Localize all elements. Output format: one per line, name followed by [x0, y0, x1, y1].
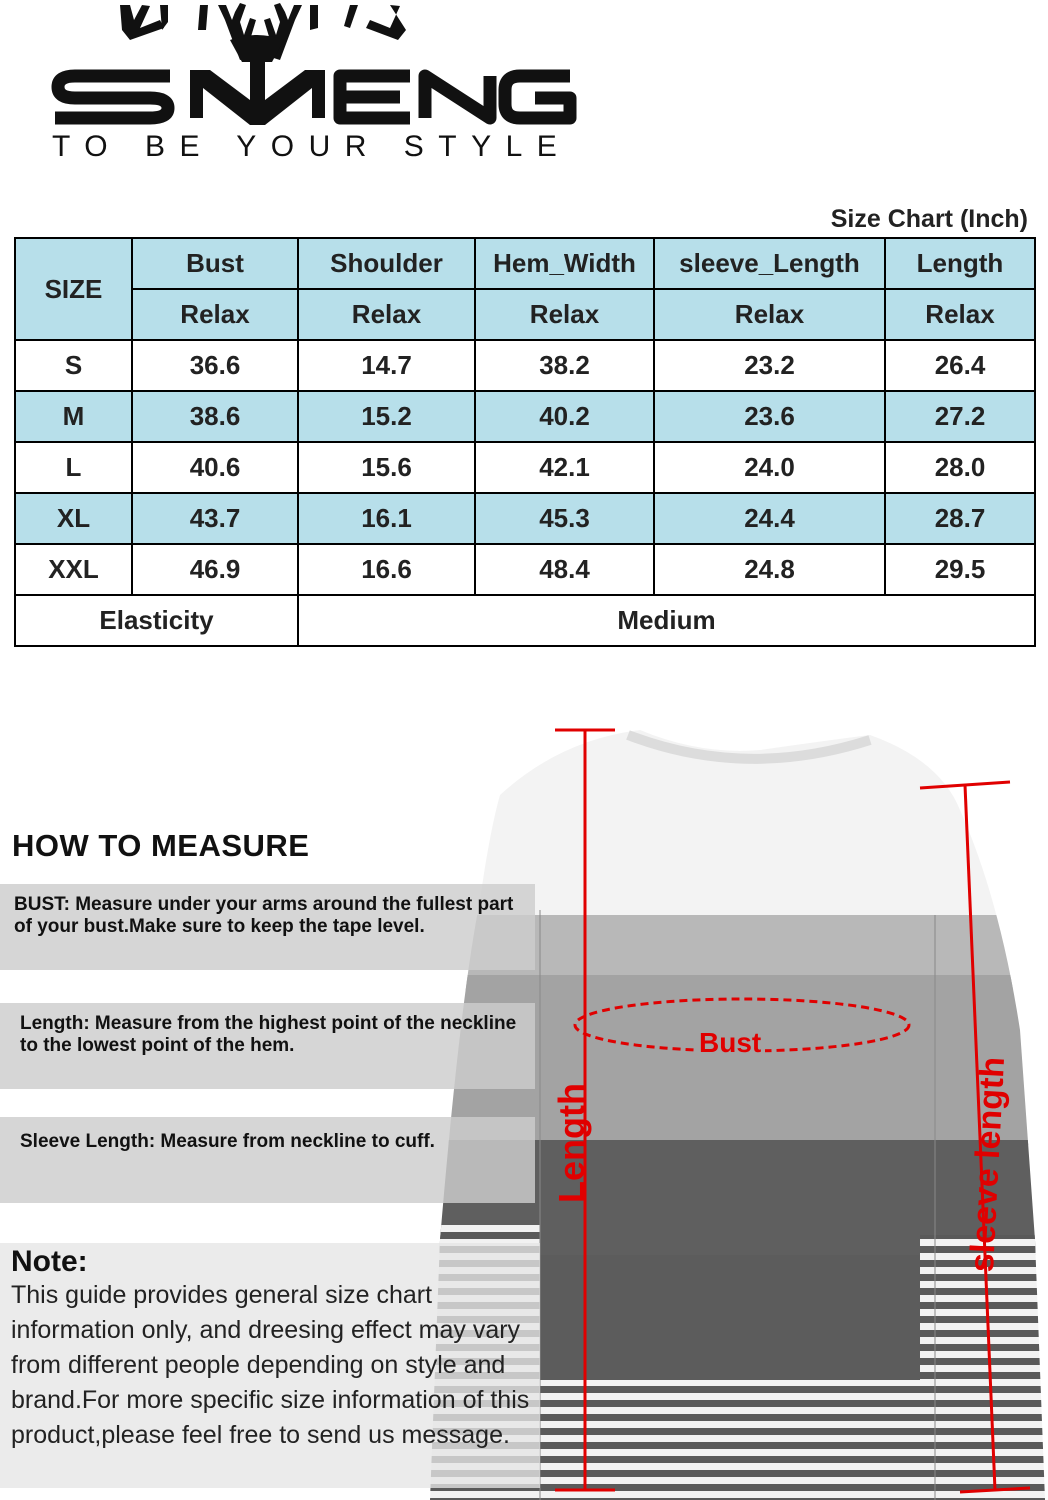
- value-cell: 43.7: [132, 493, 298, 544]
- elasticity-value: Medium: [298, 595, 1035, 646]
- value-cell: 15.2: [298, 391, 475, 442]
- col-header-sleeve-length: sleeve_Length: [654, 238, 885, 289]
- value-cell: 38.6: [132, 391, 298, 442]
- sub-label: Relax: [475, 289, 654, 340]
- value-cell: 40.2: [475, 391, 654, 442]
- value-cell: 23.2: [654, 340, 885, 391]
- brand-tagline: TO BE YOUR STYLE: [52, 130, 572, 163]
- table-row: [15, 442, 1035, 493]
- size-cell: L: [15, 442, 132, 493]
- sub-label: Relax: [885, 289, 1035, 340]
- bust-label: Bust: [695, 1027, 765, 1059]
- note-text: This guide provides general size chart information only, and dreesing effect may vary from different people depending on style and brand.For more specific size information of this product,please feel free to send us message.: [11, 1281, 530, 1449]
- size-cell: XXL: [15, 544, 132, 595]
- value-cell: 36.6: [132, 340, 298, 391]
- value-cell: 40.6: [132, 442, 298, 493]
- sub-label: Relax: [132, 289, 298, 340]
- sleeve-instruction-text: Sleeve Length: Measure from neckline to cuff.: [20, 1131, 435, 1152]
- table-row: [15, 493, 1035, 544]
- table-row: [15, 544, 1035, 595]
- value-cell: 45.3: [475, 493, 654, 544]
- col-header-hem-width: Hem_Width: [475, 238, 654, 289]
- value-cell: 15.6: [298, 442, 475, 493]
- value-cell: 24.8: [654, 544, 885, 595]
- length-instruction: [0, 1003, 535, 1089]
- note-title: Note:: [11, 1245, 88, 1278]
- value-cell: 24.0: [654, 442, 885, 493]
- size-chart-table: [14, 237, 1036, 647]
- table-subheader-row: [15, 289, 1035, 340]
- table-row: [15, 340, 1035, 391]
- value-cell: 26.4: [885, 340, 1035, 391]
- value-cell: 23.6: [654, 391, 885, 442]
- value-cell: 38.2: [475, 340, 654, 391]
- bust-instruction-text: BUST: Measure under your arms around the fullest part of your bust.Make sure to keep the tape level.: [14, 894, 514, 937]
- how-to-measure-title: HOW TO MEASURE: [12, 828, 310, 863]
- size-cell: XL: [15, 493, 132, 544]
- value-cell: 24.4: [654, 493, 885, 544]
- table-row: [15, 391, 1035, 442]
- deer-antler-logo-icon: [50, 0, 590, 130]
- sub-label: Relax: [654, 289, 885, 340]
- value-cell: 46.9: [132, 544, 298, 595]
- value-cell: 28.7: [885, 493, 1035, 544]
- elasticity-row: [15, 595, 1035, 646]
- sleeve-length-label: sleeve length: [962, 1055, 1013, 1274]
- value-cell: 16.1: [298, 493, 475, 544]
- value-cell: 48.4: [475, 544, 654, 595]
- size-cell: S: [15, 340, 132, 391]
- value-cell: 27.2: [885, 391, 1035, 442]
- value-cell: 28.0: [885, 442, 1035, 493]
- size-chart-title: Size Chart (Inch): [830, 205, 1028, 233]
- sleeve-instruction: [0, 1117, 535, 1203]
- table-header-row: [15, 238, 1035, 289]
- value-cell: 29.5: [885, 544, 1035, 595]
- size-header: SIZE: [15, 238, 132, 340]
- length-label: Length: [551, 1083, 592, 1203]
- elasticity-label: Elasticity: [15, 595, 298, 646]
- size-cell: M: [15, 391, 132, 442]
- col-header-shoulder: Shoulder: [298, 238, 475, 289]
- value-cell: 16.6: [298, 544, 475, 595]
- value-cell: 14.7: [298, 340, 475, 391]
- length-instruction-text: Length: Measure from the highest point of the neckline to the lowest point of the hem.: [20, 1013, 517, 1056]
- bust-instruction: [0, 884, 535, 970]
- col-header-length: Length: [885, 238, 1035, 289]
- value-cell: 42.1: [475, 442, 654, 493]
- sub-label: Relax: [298, 289, 475, 340]
- col-header-bust: Bust: [132, 238, 298, 289]
